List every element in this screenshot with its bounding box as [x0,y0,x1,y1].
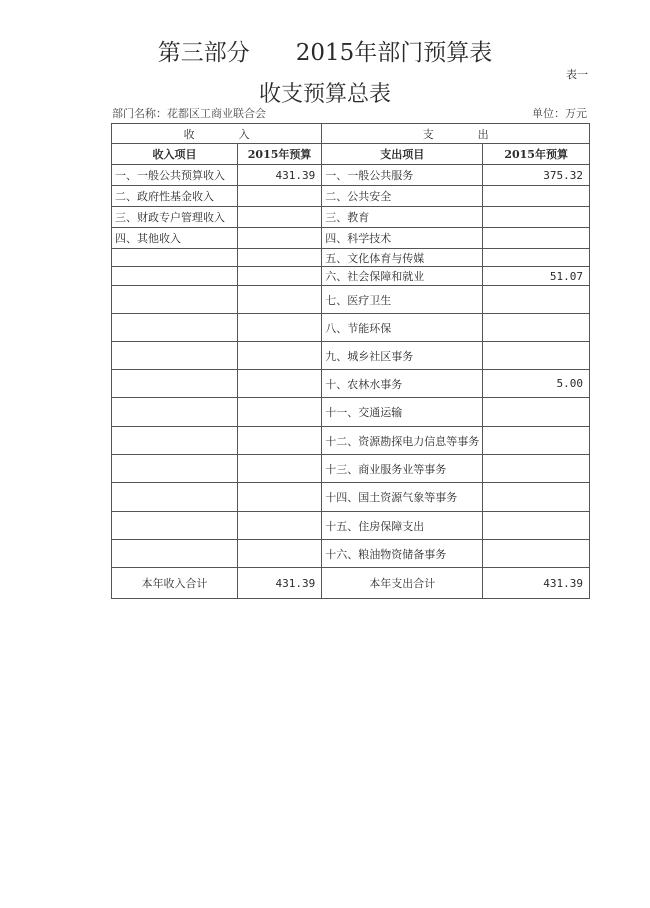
income-item-cell: 二、政府性基金收入 [112,186,238,207]
income-item-cell: 四、其他收入 [112,228,238,249]
income-item-cell [112,249,238,267]
income-budget-cell [237,249,321,267]
income-group-header: 收 入 [112,124,322,144]
income-item-cell [112,314,238,342]
income-item-header: 收入项目 [112,144,238,165]
expense-budget-cell [483,398,590,427]
expense-item-cell: 七、医疗卫生 [322,286,483,314]
expense-item-cell: 九、城乡社区事务 [322,342,483,370]
expense-item-cell: 三、教育 [322,207,483,228]
income-item-cell [112,370,238,398]
table-row [112,207,590,228]
title-part: 第三部分 [157,40,250,66]
table-row [112,370,590,398]
table-tag: 表一 [566,68,588,81]
income-budget-cell [237,427,321,455]
table-row [112,342,590,370]
expense-item-cell: 十六、粮油物资储备事务 [322,540,483,568]
table-row [112,427,590,455]
expense-budget-cell [483,540,590,568]
income-budget-cell [237,512,321,540]
expense-budget-cell: 51.07 [483,267,590,286]
table-row [112,512,590,540]
expense-item-cell: 十一、交通运输 [322,398,483,427]
expense-budget-cell [483,314,590,342]
income-budget-cell [237,186,321,207]
income-budget-cell [237,267,321,286]
income-budget-cell [237,207,321,228]
table-row [112,314,590,342]
income-item-cell [112,512,238,540]
income-budget-cell [237,228,321,249]
table-title: 收支预算总表 [258,82,391,107]
income-budget-cell [237,370,321,398]
group-header-row [112,124,590,144]
expense-item-cell: 四、科学技术 [322,228,483,249]
table-row [112,483,590,512]
expense-total-label: 本年支出合计 [322,568,483,599]
expense-budget-cell [483,286,590,314]
income-item-cell: 一、一般公共预算收入 [112,165,238,186]
income-item-cell [112,483,238,512]
income-budget-cell [237,398,321,427]
totals-row [112,568,590,599]
expense-budget-cell [483,483,590,512]
expense-budget-cell [483,427,590,455]
expense-group-header: 支 出 [322,124,590,144]
expense-item-cell: 十二、资源勘探电力信息等事务 [322,427,483,455]
table-row [112,455,590,483]
income-item-cell [112,267,238,286]
expense-item-cell: 二、公共安全 [322,186,483,207]
income-item-cell [112,455,238,483]
table-row [112,186,590,207]
expense-budget-cell [483,249,590,267]
income-item-cell [112,398,238,427]
expense-budget-cell: 375.32 [483,165,590,186]
expense-item-cell: 六、社会保障和就业 [322,267,483,286]
table-row [112,165,590,186]
table-row [112,228,590,249]
table-row [112,398,590,427]
expense-budget-cell [483,228,590,249]
expense-item-cell: 一、一般公共服务 [322,165,483,186]
income-total-label: 本年收入合计 [112,568,238,599]
page-title [0,34,650,67]
income-budget-cell [237,540,321,568]
expense-budget-cell [483,207,590,228]
income-item-cell [112,427,238,455]
income-item-cell: 三、财政专户管理收入 [112,207,238,228]
expense-total-value: 431.39 [483,568,590,599]
column-header-row [112,144,590,165]
table-row [112,267,590,286]
expense-budget-cell [483,342,590,370]
expense-budget-cell: 5.00 [483,370,590,398]
expense-budget-header: 2015年预算 [483,144,590,165]
income-budget-cell [237,342,321,370]
income-item-cell [112,342,238,370]
table-row [112,540,590,568]
expense-item-cell: 十三、商业服务业等事务 [322,455,483,483]
expense-budget-cell [483,455,590,483]
income-budget-cell [237,455,321,483]
department-name: 部门名称：花都区工商业联合会 [112,107,266,120]
expense-item-cell: 十五、住房保障支出 [322,512,483,540]
income-budget-cell [237,483,321,512]
title-main: 2015年部门预算表 [295,40,493,66]
table-row [112,286,590,314]
expense-item-header: 支出项目 [322,144,483,165]
expense-item-cell: 八、节能环保 [322,314,483,342]
income-total-value: 431.39 [237,568,321,599]
expense-budget-cell [483,186,590,207]
income-budget-cell [237,314,321,342]
table-row [112,249,590,267]
expense-budget-cell [483,512,590,540]
unit-label: 单位：万元 [532,107,587,120]
expense-item-cell: 十四、国土资源气象等事务 [322,483,483,512]
income-item-cell [112,286,238,314]
income-budget-cell [237,286,321,314]
expense-item-cell: 五、文化体育与传媒 [322,249,483,267]
expense-item-cell: 十、农林水事务 [322,370,483,398]
income-item-cell [112,540,238,568]
income-budget-header: 2015年预算 [237,144,321,165]
income-budget-cell: 431.39 [237,165,321,186]
budget-table [111,123,590,599]
